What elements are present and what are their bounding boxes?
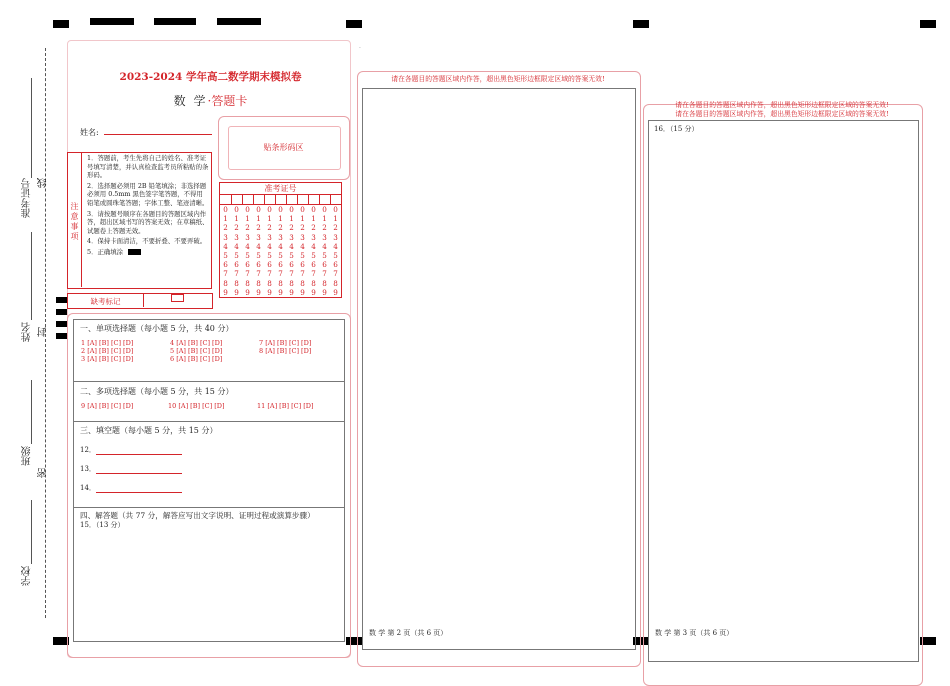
exam-id-digit-1[interactable]: 1 — [322, 214, 327, 224]
exam-id-digit-3[interactable]: 3 — [333, 232, 338, 242]
page2-answer-area[interactable] — [362, 88, 636, 650]
section3-title: 三、填空题（每小题 5 分，共 15 分） — [80, 426, 218, 435]
exam-id-digit-9[interactable]: 9 — [256, 287, 261, 297]
exam-id-digit-6[interactable]: 6 — [333, 260, 338, 270]
sidebar-school-line — [31, 500, 32, 564]
exam-id-digit-2[interactable]: 2 — [311, 223, 316, 233]
exam-id-digit-7[interactable]: 7 — [333, 269, 338, 279]
exam-id-digit-5[interactable]: 5 — [267, 251, 272, 261]
card-label: ·答题卡 — [207, 94, 248, 108]
name-field-label: 姓名: — [80, 128, 99, 137]
exam-id-digit-5[interactable]: 5 — [300, 251, 305, 261]
exam-id-digit-5[interactable]: 5 — [223, 251, 228, 261]
exam-id-digit-8[interactable]: 8 — [289, 278, 294, 288]
exam-id-digit-column — [331, 205, 340, 297]
exam-id-digit-4[interactable]: 4 — [311, 241, 316, 251]
question-10[interactable]: 10 [A] [B] [C] [D] — [168, 402, 225, 410]
exam-id-digit-3[interactable]: 3 — [245, 232, 250, 242]
exam-id-digit-7[interactable]: 7 — [223, 269, 228, 279]
question-6[interactable]: 6 [A] [B] [C] [D] — [170, 355, 223, 363]
exam-id-digit-0[interactable]: 0 — [322, 205, 327, 214]
exam-id-digit-8[interactable]: 8 — [267, 278, 272, 288]
exam-id-digit-9[interactable]: 9 — [245, 287, 250, 297]
exam-id-digit-9[interactable]: 9 — [300, 287, 305, 297]
exam-id-digit-4[interactable]: 4 — [256, 241, 261, 251]
exam-id-digit-5[interactable]: 5 — [234, 251, 239, 261]
exam-id-digit-8[interactable]: 8 — [311, 278, 316, 288]
exam-id-digit-5[interactable]: 5 — [256, 251, 261, 261]
exam-id-digit-3[interactable]: 3 — [223, 232, 228, 242]
exam-id-digit-column — [287, 205, 296, 297]
exam-id-digit-7[interactable]: 7 — [245, 269, 250, 279]
question-5[interactable]: 5 [A] [B] [C] [D] — [170, 347, 223, 355]
question-9[interactable]: 9 [A] [B] [C] [D] — [81, 402, 134, 410]
exam-id-digit-3[interactable]: 3 — [278, 232, 283, 242]
notice-item-3: 3．请按题号顺序在各题目的答题区域内作答，超出区域书写的答案无效；在草稿纸、试题卷上答题无效。 — [87, 209, 209, 235]
exam-id-digit-4[interactable]: 4 — [223, 241, 228, 251]
exam-id-digit-2[interactable]: 2 — [300, 223, 305, 233]
exam-id-digit-column — [254, 205, 263, 297]
exam-id-digit-2[interactable]: 2 — [289, 223, 294, 233]
notice-label-text: 注意事项 — [70, 202, 79, 241]
registration-mark — [346, 20, 362, 28]
exam-id-digit-3[interactable]: 3 — [234, 232, 239, 242]
absent-divider — [143, 293, 144, 307]
fill-blank-14[interactable] — [80, 483, 182, 493]
exam-id-digit-column — [232, 205, 241, 297]
fill-blank-14-label: 14． — [80, 484, 96, 492]
exam-id-digit-columns — [221, 205, 341, 297]
section2-title: 二、多项选择题（每小题 5 分，共 15 分） — [80, 387, 234, 396]
exam-id-digit-3[interactable]: 3 — [311, 232, 316, 242]
question-1[interactable]: 1 [A] [B] [C] [D] — [81, 339, 134, 347]
exam-id-digit-9[interactable]: 9 — [322, 287, 327, 297]
question-16-label: 16．（15 分） — [654, 125, 699, 133]
exam-id-digit-1[interactable]: 1 — [278, 214, 283, 224]
exam-id-digit-9[interactable]: 9 — [234, 287, 239, 297]
exam-id-digit-1[interactable]: 1 — [256, 214, 261, 224]
sidebar-name-line — [31, 232, 32, 320]
page2-footer: 数 学 第 2 页（共 6 页） — [369, 629, 448, 637]
page3-warning-a: 请在各题目的答题区域内作答，超出黑色矩形边框限定区域的答案无效! — [675, 101, 889, 109]
question-7[interactable]: 7 [A] [B] [C] [D] — [259, 339, 312, 347]
notice-item-5 — [87, 248, 209, 257]
sidebar-feng-label: 封 — [38, 327, 49, 337]
question-11[interactable]: 11 [A] [B] [C] [D] — [257, 402, 314, 410]
exam-id-digit-7[interactable]: 7 — [322, 269, 327, 279]
exam-id-digit-5[interactable]: 5 — [322, 251, 327, 261]
question-4[interactable]: 4 [A] [B] [C] [D] — [170, 339, 223, 347]
page3-warning-b: 请在各题目的答题区域内作答，超出黑色矩形边框限定区域的答案无效! — [675, 110, 889, 118]
exam-id-digit-4[interactable]: 4 — [322, 241, 327, 251]
exam-id-digit-0[interactable]: 0 — [333, 205, 338, 214]
exam-id-digit-6[interactable]: 6 — [256, 260, 261, 270]
subject-label: 数 学 — [173, 94, 208, 108]
fill-blank-line — [96, 447, 182, 455]
exam-id-digit-5[interactable]: 5 — [278, 251, 283, 261]
page2-warning: 请在各题目的答题区域内作答，超出黑色矩形边框限定区域的答案无效! — [391, 75, 605, 83]
exam-id-digit-1[interactable]: 1 — [245, 214, 250, 224]
fill-blank-13[interactable] — [80, 464, 182, 474]
absent-label: 缺考标记 — [90, 297, 121, 306]
notice-item-1: 1．答题前，考生先将自己的姓名、准考证号填写清楚，并认真检查监考员所粘贴的条形码。 — [87, 154, 209, 180]
exam-id-digit-column — [320, 205, 329, 297]
exam-id-digit-7[interactable]: 7 — [256, 269, 261, 279]
exam-id-digit-1[interactable]: 1 — [267, 214, 272, 224]
barcode-label: 贴条形码区 — [263, 143, 304, 152]
exam-id-digit-4[interactable]: 4 — [289, 241, 294, 251]
notice-item-4: 4．保持卡面清洁，不要折叠、不要弄破。 — [87, 237, 207, 246]
exam-id-digit-2[interactable]: 2 — [223, 223, 228, 233]
exam-id-digit-6[interactable]: 6 — [223, 260, 228, 270]
exam-id-digit-1[interactable]: 1 — [289, 214, 294, 224]
section-divider — [73, 381, 344, 382]
paper-title: 2023-2024 学年高二数学期末模拟卷 — [119, 71, 302, 83]
exam-id-digit-4[interactable]: 4 — [267, 241, 272, 251]
exam-id-digit-8[interactable]: 8 — [256, 278, 261, 288]
exam-id-digit-6[interactable]: 6 — [289, 260, 294, 270]
sidebar-name-label: 姓名 — [22, 322, 33, 342]
exam-id-digit-8[interactable]: 8 — [278, 278, 283, 288]
exam-id-digit-9[interactable]: 9 — [278, 287, 283, 297]
exam-id-digit-9[interactable]: 9 — [267, 287, 272, 297]
exam-id-digit-column — [265, 205, 274, 297]
exam-id-digit-1[interactable]: 1 — [300, 214, 305, 224]
exam-id-digit-6[interactable]: 6 — [234, 260, 239, 270]
sidebar-exam-no-label: 准考证号 — [22, 178, 33, 218]
registration-mark — [90, 18, 134, 25]
filled-example-mark — [128, 249, 141, 255]
question-8[interactable]: 8 [A] [B] [C] [D] — [259, 347, 312, 355]
exam-id-digit-6[interactable]: 6 — [278, 260, 283, 270]
exam-id-digit-2[interactable]: 2 — [322, 223, 327, 233]
fill-blank-line — [96, 466, 182, 474]
notice-item-5-text: 5．正确填涂 — [87, 247, 124, 256]
exam-id-digit-3[interactable]: 3 — [289, 232, 294, 242]
exam-id-digit-7[interactable]: 7 — [311, 269, 316, 279]
registration-mark — [920, 20, 936, 28]
exam-id-digit-9[interactable]: 9 — [333, 287, 338, 297]
exam-id-digit-9[interactable]: 9 — [223, 287, 228, 297]
exam-id-digit-7[interactable]: 7 — [300, 269, 305, 279]
exam-id-digit-column — [298, 205, 307, 297]
page3-answer-area[interactable] — [648, 120, 919, 662]
exam-id-digit-6[interactable]: 6 — [311, 260, 316, 270]
exam-id-digit-3[interactable]: 3 — [322, 232, 327, 242]
section1-title: 一、单项选择题（每小题 5 分，共 40 分） — [80, 324, 234, 333]
exam-id-digit-7[interactable]: 7 — [234, 269, 239, 279]
section4-title: 四、解答题（共 77 分，解答应写出文字说明、证明过程或演算步骤） — [80, 511, 315, 520]
exam-id-digit-5[interactable]: 5 — [289, 251, 294, 261]
exam-id-digit-9[interactable]: 9 — [311, 287, 316, 297]
exam-id-digit-2[interactable]: 2 — [333, 223, 338, 233]
exam-id-digit-7[interactable]: 7 — [289, 269, 294, 279]
sidebar-class-label: 班级 — [22, 446, 33, 466]
exam-id-digit-2[interactable]: 2 — [234, 223, 239, 233]
exam-id-digit-0[interactable]: 0 — [245, 205, 250, 214]
exam-id-input-cell[interactable] — [220, 195, 231, 204]
question-15-answer-area[interactable] — [76, 532, 340, 636]
exam-id-digit-1[interactable]: 1 — [223, 214, 228, 224]
exam-id-label: 准考证号 — [220, 183, 341, 195]
exam-id-digit-0[interactable]: 0 — [278, 205, 283, 214]
exam-id-digit-3[interactable]: 3 — [256, 232, 261, 242]
exam-id-digit-0[interactable]: 0 — [234, 205, 239, 214]
exam-id-digit-4[interactable]: 4 — [234, 241, 239, 251]
absent-checkbox[interactable] — [171, 294, 184, 302]
paper-subtitle — [67, 92, 354, 109]
exam-id-digit-column — [243, 205, 252, 297]
fill-blank-13-label: 13． — [80, 465, 96, 473]
registration-mark — [217, 18, 261, 25]
notice-item-2: 2．选择题必须用 2B 铅笔填涂；非选择题必须用 0.5mm 黑色签字笔答题，不得用铅笔或圆珠笔答题；字体工整、笔迹清晰。 — [87, 181, 209, 207]
exam-id-digit-0[interactable]: 0 — [267, 205, 272, 214]
sidebar-school-label: 学校 — [22, 566, 33, 586]
exam-id-digit-5[interactable]: 5 — [333, 251, 338, 261]
exam-id-digit-8[interactable]: 8 — [223, 278, 228, 288]
question-2[interactable]: 2 [A] [B] [C] [D] — [81, 347, 134, 355]
exam-id-digit-7[interactable]: 7 — [267, 269, 272, 279]
fill-blank-12[interactable] — [80, 445, 182, 455]
section-divider — [73, 421, 344, 422]
exam-id-input-cell[interactable] — [330, 195, 342, 204]
question-15-label: 15．（13 分） — [80, 521, 125, 529]
exam-id-digit-0[interactable]: 0 — [311, 205, 316, 214]
exam-id-digit-7[interactable]: 7 — [278, 269, 283, 279]
exam-id-digit-1[interactable]: 1 — [333, 214, 338, 224]
registration-mark — [53, 20, 69, 28]
page3-footer: 数 学 第 3 页（共 6 页） — [655, 629, 734, 637]
sidebar-exam-no-line — [31, 78, 32, 178]
fill-blank-12-label: 12． — [80, 446, 96, 454]
exam-id-digit-column — [309, 205, 318, 297]
exam-id-digit-6[interactable]: 6 — [322, 260, 327, 270]
name-field-line[interactable] — [104, 134, 212, 135]
exam-id-digit-4[interactable]: 4 — [278, 241, 283, 251]
exam-id-digit-2[interactable]: 2 — [267, 223, 272, 233]
sidebar-mi-label: 密 — [38, 468, 49, 478]
exam-id-digit-3[interactable]: 3 — [300, 232, 305, 242]
exam-id-digit-5[interactable]: 5 — [245, 251, 250, 261]
registration-mark — [154, 18, 196, 25]
exam-id-digit-4[interactable]: 4 — [300, 241, 305, 251]
page2-dot: · — [359, 45, 361, 52]
exam-id-digit-column — [276, 205, 285, 297]
registration-mark — [633, 20, 649, 28]
exam-id-digit-8[interactable]: 8 — [300, 278, 305, 288]
exam-id-digit-4[interactable]: 4 — [245, 241, 250, 251]
exam-id-digit-1[interactable]: 1 — [234, 214, 239, 224]
exam-id-digit-4[interactable]: 4 — [333, 241, 338, 251]
exam-id-digit-8[interactable]: 8 — [234, 278, 239, 288]
exam-id-digit-2[interactable]: 2 — [256, 223, 261, 233]
notice-list — [87, 154, 209, 257]
exam-id-digit-6[interactable]: 6 — [267, 260, 272, 270]
exam-id-digit-1[interactable]: 1 — [311, 214, 316, 224]
exam-id-digit-0[interactable]: 0 — [300, 205, 305, 214]
exam-id-digit-8[interactable]: 8 — [245, 278, 250, 288]
sidebar-class-line — [31, 380, 32, 444]
exam-id-digit-0[interactable]: 0 — [256, 205, 261, 214]
exam-id-digit-0[interactable]: 0 — [289, 205, 294, 214]
exam-id-digit-2[interactable]: 2 — [278, 223, 283, 233]
exam-id-digit-3[interactable]: 3 — [267, 232, 272, 242]
section-divider — [73, 507, 344, 508]
exam-id-digit-6[interactable]: 6 — [245, 260, 250, 270]
exam-id-digit-6[interactable]: 6 — [300, 260, 305, 270]
sidebar-xian-label: 线 — [38, 178, 49, 188]
fill-blank-line — [96, 485, 182, 493]
notice-label — [68, 152, 82, 287]
exam-id-digit-column — [221, 205, 230, 297]
exam-id-digit-5[interactable]: 5 — [311, 251, 316, 261]
exam-id-digit-8[interactable]: 8 — [322, 278, 327, 288]
exam-id-input-row[interactable] — [220, 195, 341, 205]
exam-id-digit-8[interactable]: 8 — [333, 278, 338, 288]
exam-id-digit-9[interactable]: 9 — [289, 287, 294, 297]
exam-id-grid — [219, 182, 342, 298]
exam-id-digit-2[interactable]: 2 — [245, 223, 250, 233]
question-3[interactable]: 3 [A] [B] [C] [D] — [81, 355, 134, 363]
exam-id-digit-0[interactable]: 0 — [223, 205, 228, 214]
